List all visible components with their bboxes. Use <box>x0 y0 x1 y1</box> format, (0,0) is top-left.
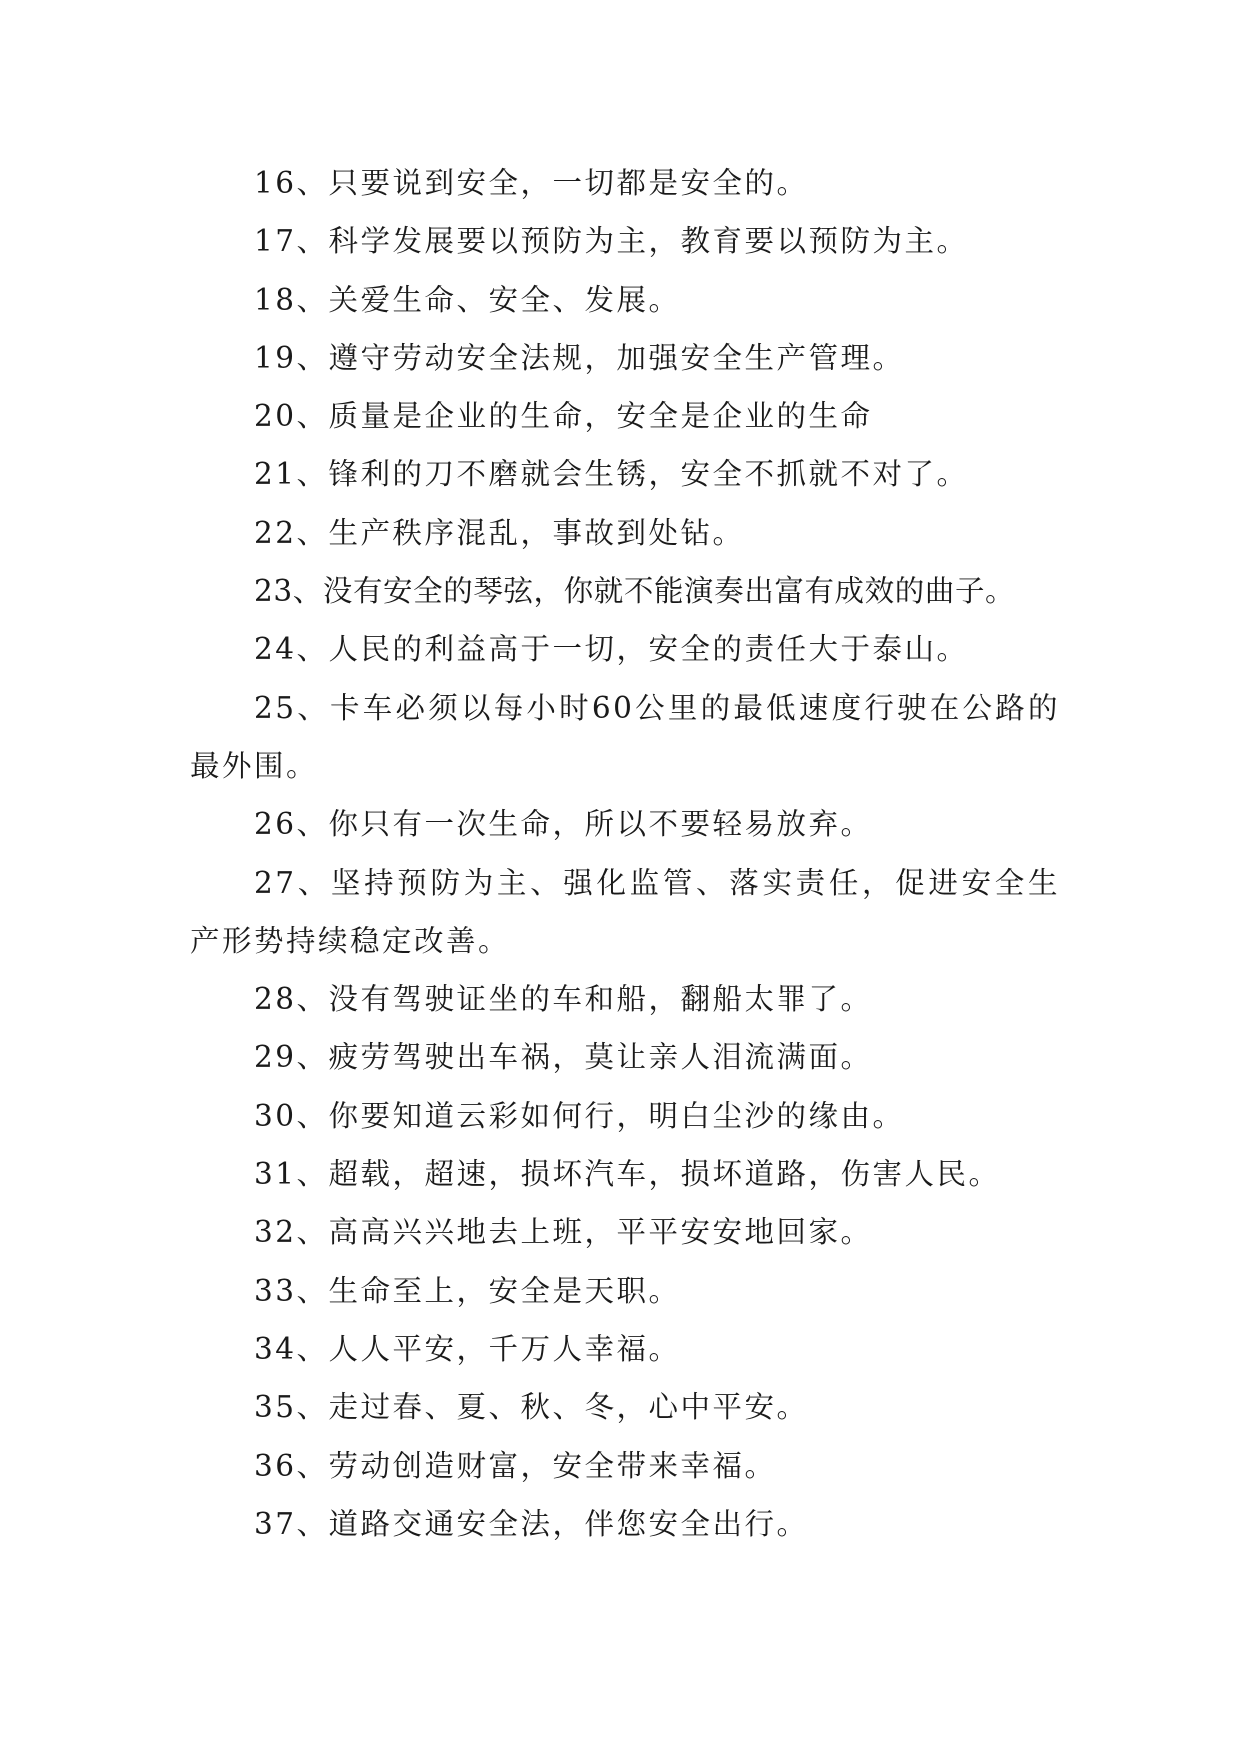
list-item: 31、超载，超速，损坏汽车，损坏道路，伤害人民。 <box>254 1157 1001 1192</box>
list-item: 18、关爱生命、安全、发展。 <box>254 282 681 317</box>
list-item: 32、高高兴兴地去上班，平平安安地回家。 <box>254 1215 873 1250</box>
list-item: 23、没有安全的琴弦，你就不能演奏出富有成效的曲子。 <box>254 574 1016 609</box>
list-item: 19、遵守劳动安全法规，加强安全生产管理。 <box>254 340 905 375</box>
list-item: 34、人人平安，千万人幸福。 <box>254 1331 681 1366</box>
list-item: 20、质量是企业的生命，安全是企业的生命 <box>254 399 873 434</box>
list-item: 28、没有驾驶证坐的车和船，翻船太罪了。 <box>254 982 873 1017</box>
list-item: 30、你要知道云彩如何行，明白尘沙的缘由。 <box>254 1098 905 1133</box>
list-item: 16、只要说到安全，一切都是安全的。 <box>254 166 809 200</box>
list-item: 24、人民的利益高于一切，安全的责任大于泰山。 <box>254 632 969 667</box>
list-item: 37、道路交通安全法，伴您安全出行。 <box>254 1506 809 1541</box>
list-item: 26、你只有一次生命，所以不要轻易放弃。 <box>254 807 873 842</box>
list-item: 35、走过春、夏、秋、冬，心中平安。 <box>254 1390 809 1425</box>
list-item: 25、卡车必须以每小时60公里的最低速度行驶在公路的最外围。 <box>190 690 1060 783</box>
list-item: 33、生命至上，安全是天职。 <box>254 1273 681 1308</box>
list-item: 17、科学发展要以预防为主，教育要以预防为主。 <box>254 224 969 259</box>
document-body <box>190 154 1060 1553</box>
list-item: 27、坚持预防为主、强化监管、落实责任，促进安全生产形势持续稳定改善。 <box>190 865 1060 958</box>
list-item: 29、疲劳驾驶出车祸，莫让亲人泪流满面。 <box>254 1040 873 1075</box>
list-item: 21、锋利的刀不磨就会生锈，安全不抓就不对了。 <box>254 457 969 492</box>
list-item: 22、生产秩序混乱，事故到处钻。 <box>254 515 745 550</box>
list-item: 36、劳动创造财富，安全带来幸福。 <box>254 1448 777 1483</box>
